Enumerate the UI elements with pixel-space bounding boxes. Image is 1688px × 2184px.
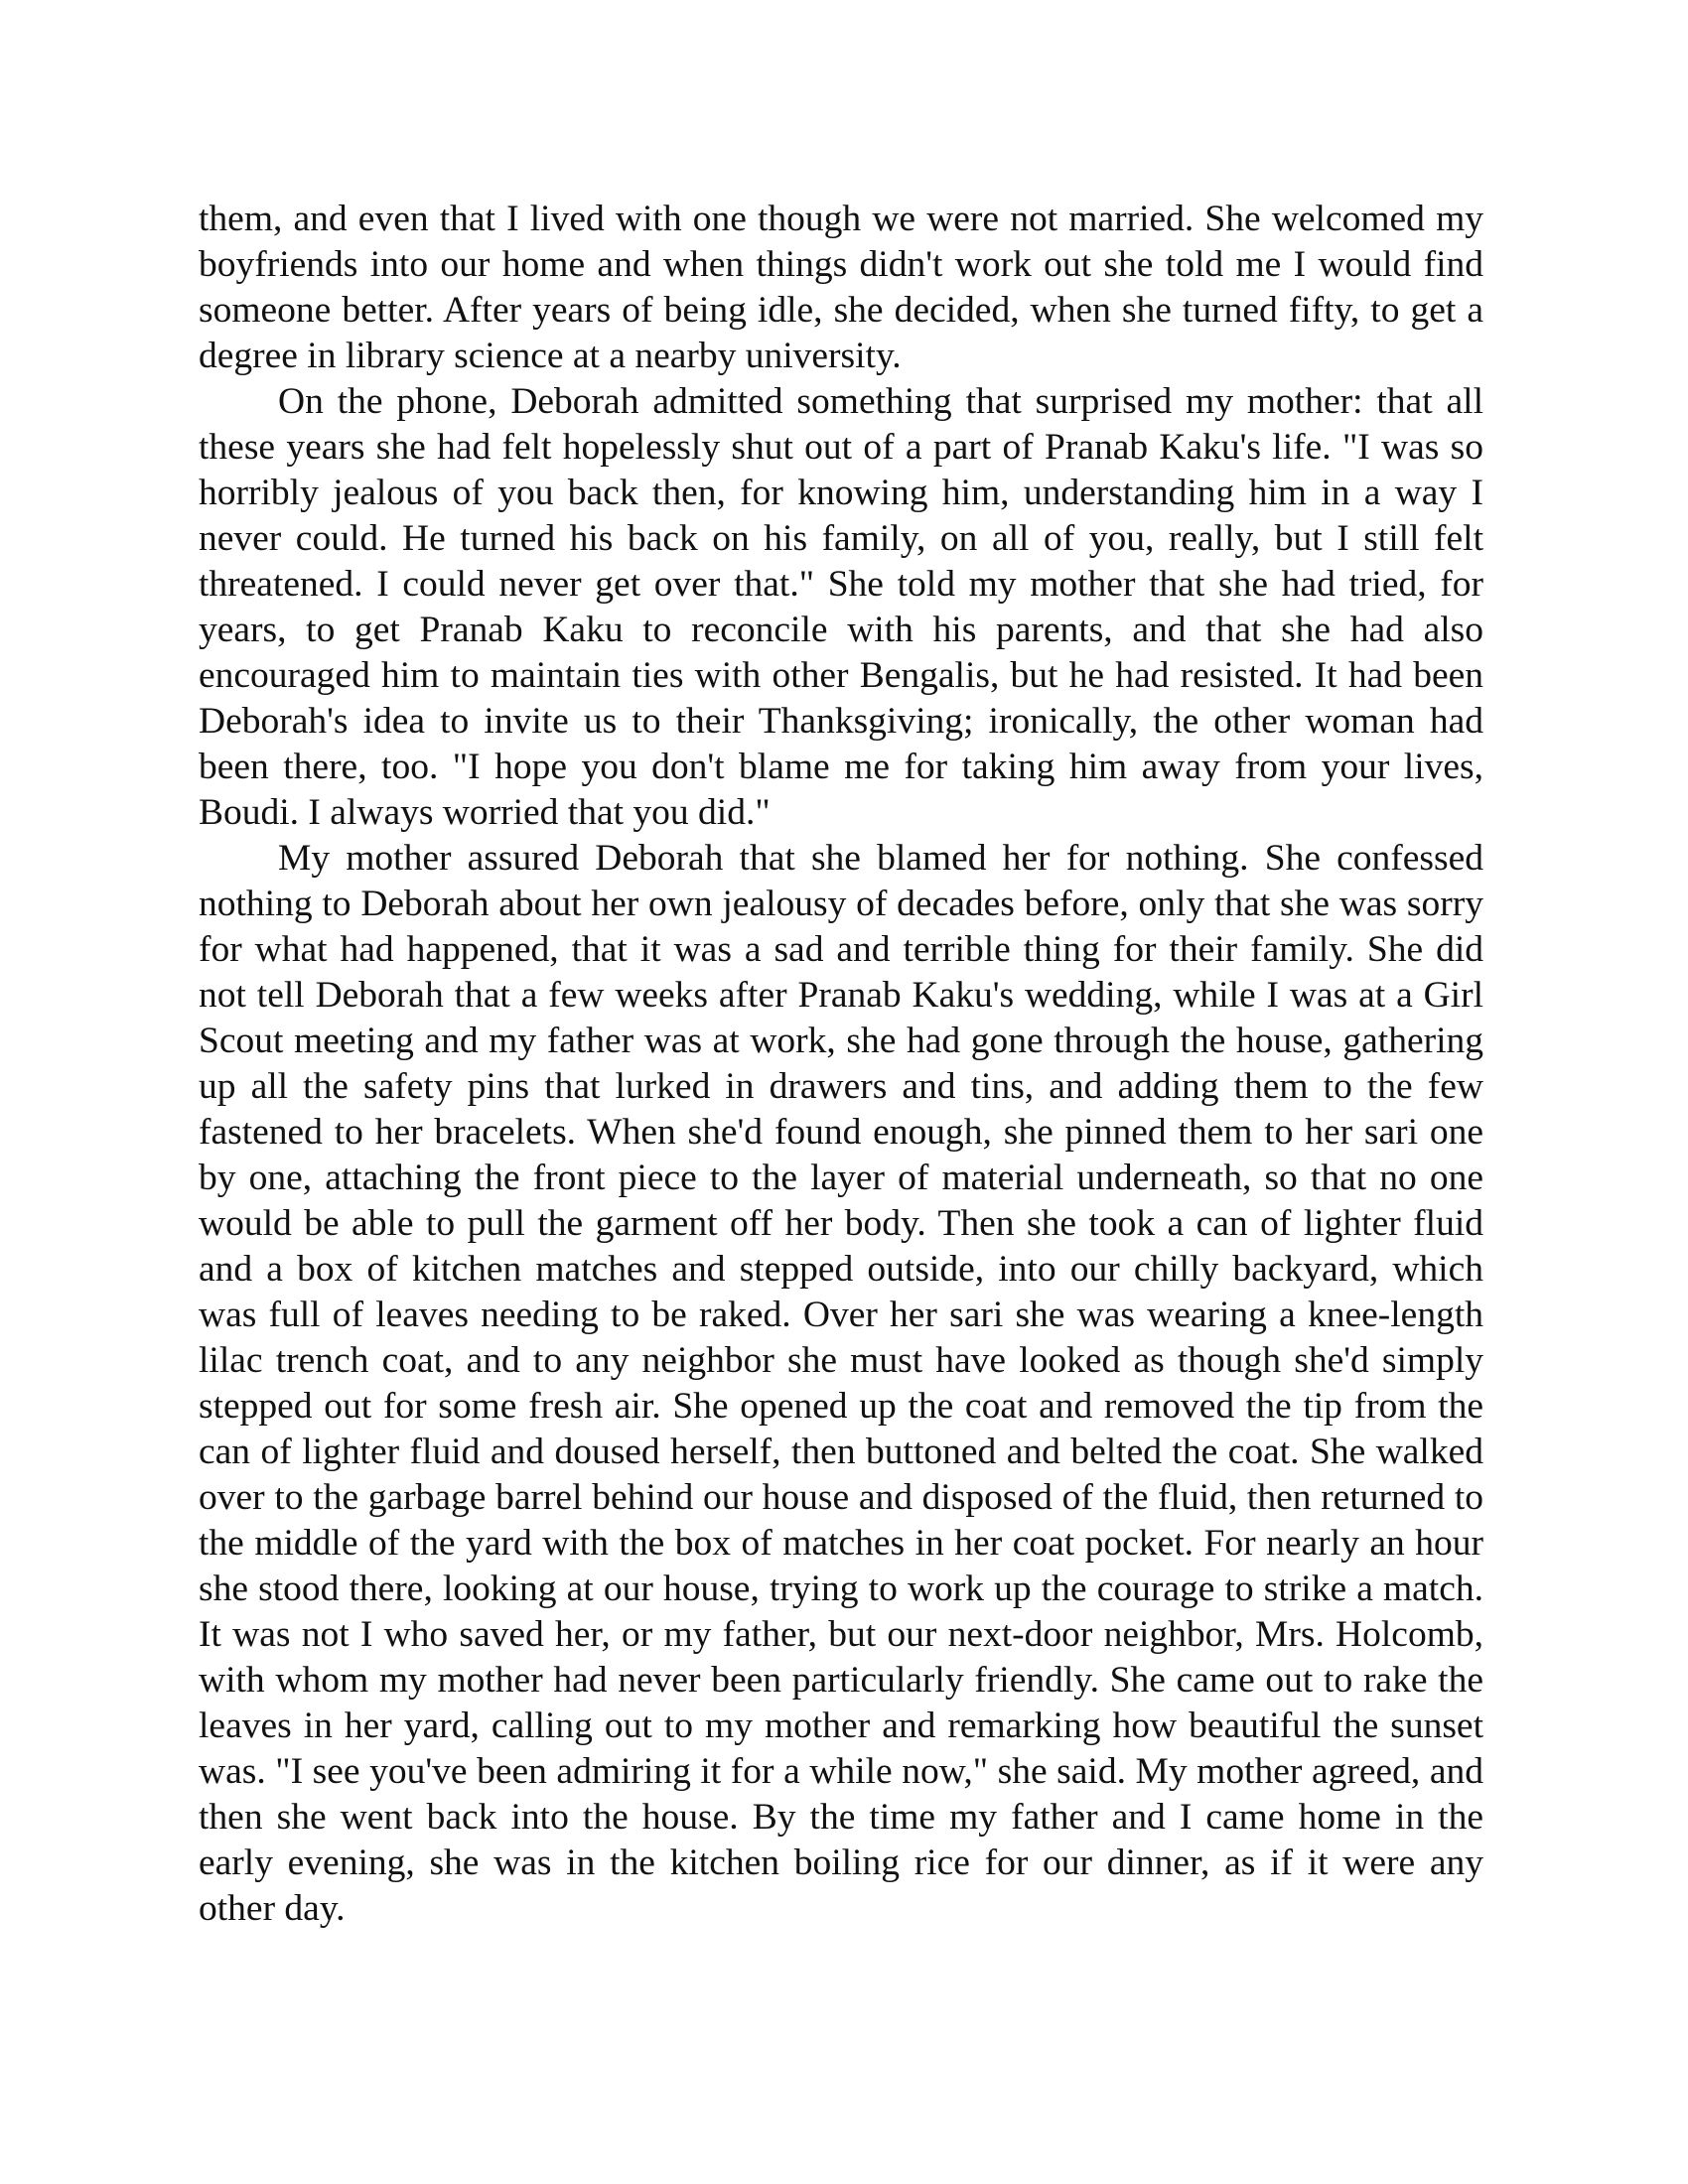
paragraph-deborah-phone: On the phone, Deborah admitted something that surprised my mother: that all these years she had felt hopelessly shut out of a part of Pranab Kaku's life. "I was so horribly jealous of you back then, for knowing him, understanding him in a way I never could. He turned his back on his family, on all of you, really, but I still felt threatened. I could never get over that." She told my mother that she had tried, for years, to get Pranab Kaku to reconcile with his parents, and that she had also encouraged him to maintain ties with other Bengalis, but he had resisted. It had been Deborah's idea to invite us to their Thanksgiving; ironically, the other woman had been there, too. "I hope you don't blame me for taking him away from your lives, Boudi. I always worried that you did." xyxy=(199,381,1483,833)
paragraph-continuation: them, and even that I lived with one though we were not married. She welcomed my boyfriends into our home and when things didn't work out she told me I would find someone better. After years of being idle, she decided, when she turned fifty, to get a degree in library science at a nearby university. xyxy=(199,199,1483,376)
paragraph-mother-assured: My mother assured Deborah that she blamed her for nothing. She confessed nothing to Deborah about her own jealousy of decades before, only that she was sorry for what had happened, that it was a sad and terrible thing for their family. She did not tell Deborah that a few weeks after Pranab Kaku's wedding, while I was at a Girl Scout meeting and my father was at work, she had gone through the house, gathering up all the safety pins that lurked in drawers and tins, and adding them to the few fastened to her bracelets. When she'd found enough, she pinned them to her sari one by one, attaching the front piece to the layer of material underneath, so that no one would be able to pull the garment off her body. Then she took a can of lighter fluid and a box of kitchen matches and stepped outside, into our chilly backyard, which was full of leaves needing to be raked. Over her sari she was wearing a knee-length lilac trench coat, and to any neighbor she must have looked as though she'd simply stepped out for some fresh air. She opened up the coat and removed the tip from the can of lighter fluid and doused herself, then buttoned and belted the coat. She walked over to the garbage barrel behind our house and disposed of the fluid, then returned to the middle of the yard with the box of matches in her coat pocket. For nearly an hour she stood there, looking at our house, trying to work up the courage to strike a match. It was not I who saved her, or my father, but our next-door neighbor, Mrs. Holcomb, with whom my mother had never been particularly friendly. She came out to rake the leaves in her yard, calling out to my mother and remarking how beautiful the sunset was. "I see you've been admiring it for a while now," she said. My mother agreed, and then she went back into the house. By the time my father and I came home in the early evening, she was in the kitchen boiling rice for our dinner, as if it were any other day. xyxy=(199,838,1483,1929)
document-page xyxy=(199,197,1483,1932)
